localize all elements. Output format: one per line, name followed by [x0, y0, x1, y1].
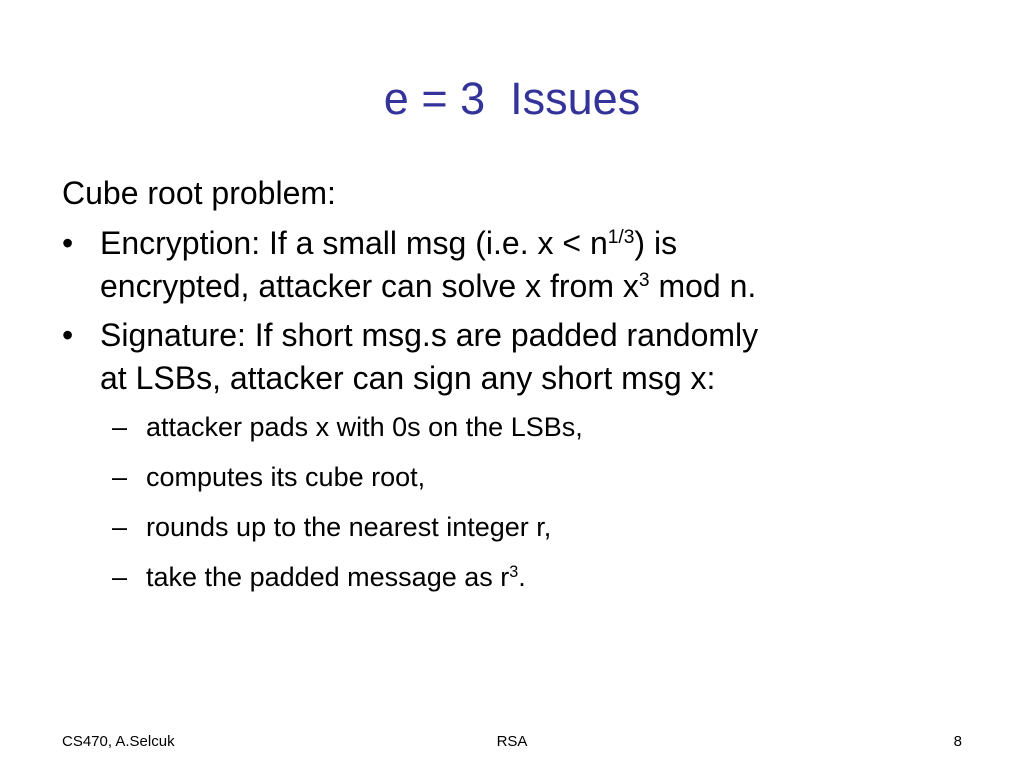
- bullet-signature: [62, 314, 962, 400]
- sub-item: [62, 560, 962, 594]
- sub-item: [62, 460, 962, 494]
- sub-item-text: [146, 562, 526, 592]
- footer-page-number: 8: [953, 733, 962, 750]
- footer-author: CS470, A.Selcuk: [62, 733, 175, 750]
- text-segment: take the padded message as r: [146, 562, 510, 592]
- sub-item: [62, 510, 962, 544]
- bullet-encryption: [62, 222, 962, 308]
- dash-mark: –: [112, 462, 128, 492]
- bullet-mark: •: [62, 317, 74, 353]
- slide-body: [62, 170, 962, 594]
- bullet-signature-line1: Signature: If short msg.s are padded randomly: [100, 317, 759, 353]
- bullet-encryption-line1: [100, 222, 962, 265]
- superscript: 3: [509, 563, 519, 582]
- bullet-mark: •: [62, 225, 74, 261]
- bullet-encryption-line2: [100, 265, 962, 308]
- sub-item-text: rounds up to the nearest integer r,: [146, 512, 552, 542]
- text-segment: encrypted, attacker can solve x from x: [100, 268, 639, 304]
- dash-mark: –: [112, 412, 128, 442]
- dash-mark: –: [112, 562, 128, 592]
- superscript: 3: [638, 270, 650, 292]
- text-segment: .: [518, 562, 526, 592]
- lead-text: Cube root problem:: [62, 175, 336, 211]
- slide-title: e = 3 Issues: [383, 73, 641, 124]
- text-segment: ) is: [634, 225, 678, 261]
- text-segment: mod n.: [649, 268, 757, 304]
- sub-item: [62, 410, 962, 444]
- bullet-signature-line2: at LSBs, attacker can sign any short msg x:: [100, 360, 716, 396]
- sub-item-text: attacker pads x with 0s on the LSBs,: [146, 412, 583, 442]
- footer-topic: RSA: [496, 733, 528, 750]
- dash-mark: –: [112, 512, 128, 542]
- superscript: 1/3: [607, 227, 635, 249]
- sub-item-text: computes its cube root,: [146, 462, 426, 492]
- text-segment: Encryption: If a small msg (i.e. x < n: [100, 225, 608, 261]
